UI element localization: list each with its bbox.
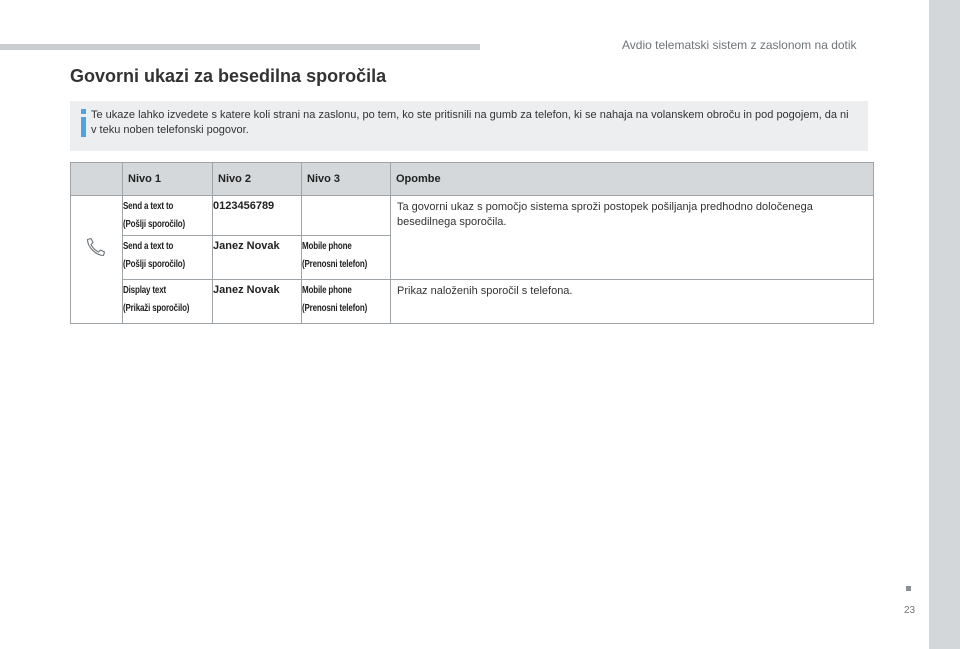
cmd-line: Send a text to	[123, 241, 174, 252]
cmd-translation: (Prenosni telefon)	[302, 259, 368, 270]
cmd-value: Janez Novak	[213, 240, 280, 252]
header-rule	[0, 44, 480, 50]
cmd-value: 0123456789	[213, 200, 275, 212]
voice-commands-table	[70, 162, 874, 324]
table-header-blank	[71, 163, 123, 196]
table-header-row	[71, 163, 874, 196]
table-header-level3: Nivo 3	[302, 163, 391, 196]
page-number: 23	[904, 605, 916, 616]
table-header-notes: Opombe	[391, 163, 874, 196]
page-edge-strip	[929, 0, 960, 649]
cmd-translation: (Pošlji sporočilo)	[123, 259, 186, 270]
phone-icon	[85, 237, 107, 257]
page-title: Govorni ukazi za besedilna sporočila	[70, 66, 387, 86]
cell-level1	[123, 236, 213, 280]
table-header-level1: Nivo 1	[123, 163, 213, 196]
cell-level1	[123, 196, 213, 236]
continuation-marker	[906, 586, 911, 591]
cell-level2	[213, 280, 302, 324]
info-box	[70, 101, 868, 151]
cell-level1	[123, 280, 213, 324]
info-text: Te ukaze lahko izvedete s katere koli strani na zaslonu, po tem, ko ste pritisnili na gumb za telefon, ki se nahaja na volanskem obroču in pod pogojem, da ni v teku noben telefonski pogovor.	[91, 109, 849, 136]
cell-level3	[302, 236, 391, 280]
cmd-value: Janez Novak	[213, 284, 280, 296]
table-header-level2: Nivo 2	[213, 163, 302, 196]
cmd-line: Send a text to	[123, 201, 174, 212]
cell-level2	[213, 236, 302, 280]
cmd-translation: (Prikaži sporočilo)	[123, 303, 190, 314]
icon-cell	[71, 196, 123, 324]
cell-level2	[213, 196, 302, 236]
cmd-line: Mobile phone	[302, 241, 352, 252]
note-text: Ta govorni ukaz s pomočjo sistema sproži postopek pošiljanja predhodno določenega besedilnega sporočila.	[397, 201, 813, 228]
cmd-translation: (Prenosni telefon)	[302, 303, 368, 314]
cmd-line: Mobile phone	[302, 285, 352, 296]
table-row	[71, 196, 874, 236]
cell-level3	[302, 196, 391, 236]
table-row	[71, 280, 874, 324]
cell-note	[391, 280, 874, 324]
info-icon	[77, 109, 91, 137]
section-header-title: Avdio telematski sistem z zaslonom na dotik	[622, 38, 857, 52]
cmd-line: Display text	[123, 285, 166, 296]
note-text: Prikaz naloženih sporočil s telefona.	[397, 285, 573, 297]
cell-note	[391, 196, 874, 280]
cell-level3	[302, 280, 391, 324]
cmd-translation: (Pošlji sporočilo)	[123, 219, 186, 230]
